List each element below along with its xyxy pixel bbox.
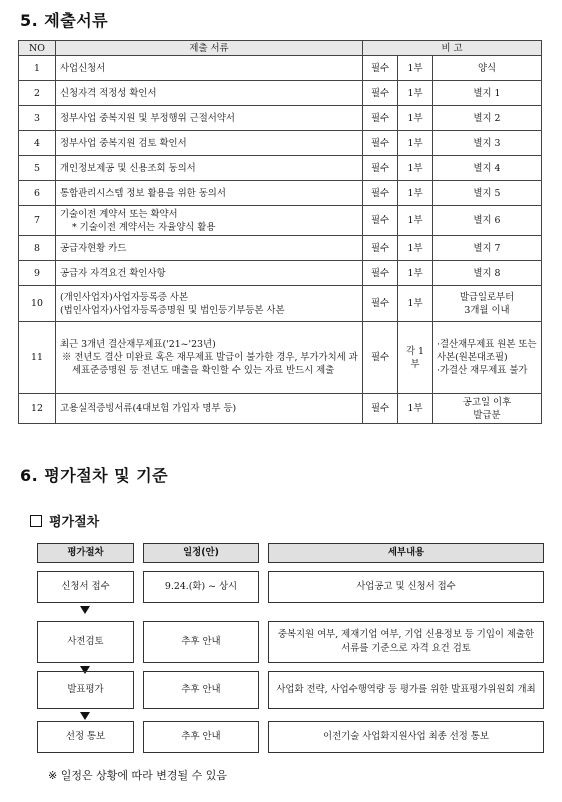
remark-line: 공고일 이후 <box>462 396 512 408</box>
flow-detail: 사업화 전략, 사업수행역량 등 평가를 위한 발표평가위원회 개최 <box>268 671 544 709</box>
copy-count <box>398 56 433 81</box>
remark-line: ·가결산 재무제표 불가 <box>437 365 528 376</box>
remark-line: 발급분 <box>473 409 501 421</box>
table-row <box>19 286 542 322</box>
copy-count <box>398 81 433 106</box>
section-5-title: 5. 제출서류 <box>20 11 109 30</box>
copy-count <box>398 394 433 424</box>
document-name-line: 정부사업 중복지원 검토 확인서 <box>60 137 187 149</box>
remark-line: ·결산재무제표 원본 또는 사본(원본대조필) <box>437 339 537 363</box>
required-flag-line: 필수 <box>370 267 390 279</box>
copy-count-line: 1부 <box>407 298 423 309</box>
document-name-line: 기술이전 계약서 또는 확약서 <box>60 208 178 220</box>
remark-line: 별지 5 <box>473 187 501 199</box>
copy-count-line: 1부 <box>407 267 423 279</box>
subtitle-text: 평가절차 <box>49 515 100 530</box>
remark <box>433 56 542 81</box>
document-name-line: 사업신청서 <box>60 62 106 74</box>
row-number-line: 4 <box>34 137 40 149</box>
row-number <box>19 131 56 156</box>
copy-count-line: 1부 <box>407 162 423 174</box>
remark-line: 양식 <box>477 62 497 74</box>
row-number <box>19 261 56 286</box>
required-flag-line: 필수 <box>370 137 390 149</box>
flow-schedule: 추후 안내 <box>143 621 259 663</box>
flow-step: 사전검토 <box>37 621 134 663</box>
row-number <box>19 322 56 394</box>
document-name <box>56 106 363 131</box>
remark-line: 별지 1 <box>473 87 501 99</box>
remark <box>433 236 542 261</box>
header-remarks: 비 고 <box>363 41 542 56</box>
document-name-line: 공급자 자격요건 확인사항 <box>60 267 166 279</box>
remark <box>433 156 542 181</box>
copy-count <box>398 261 433 286</box>
row-number-line: 1 <box>34 62 40 74</box>
remark <box>433 206 542 236</box>
flow-step: 선정 통보 <box>37 721 134 753</box>
copy-count-line: 각 1부 <box>405 345 424 370</box>
copy-count <box>398 106 433 131</box>
row-number <box>19 156 56 181</box>
required-flag-line: 필수 <box>370 62 390 74</box>
remark <box>433 322 542 394</box>
remark-line: 별지 2 <box>473 112 501 124</box>
row-number-line: 11 <box>31 352 43 363</box>
required-flag-line: 필수 <box>370 162 390 174</box>
row-number-line: 9 <box>34 267 40 279</box>
copy-count-line: 1부 <box>407 242 423 254</box>
required-flag <box>363 322 398 394</box>
document-name <box>56 286 363 322</box>
down-arrow-icon <box>80 712 90 720</box>
required-flag <box>363 81 398 106</box>
table-row <box>19 181 542 206</box>
remark <box>433 81 542 106</box>
flow-detail: 이전기술 사업화지원사업 최종 선정 통보 <box>268 721 544 753</box>
required-flag <box>363 131 398 156</box>
document-name-line: 통합관리시스템 정보 활용을 위한 동의서 <box>60 187 226 199</box>
required-flag <box>363 156 398 181</box>
document-name-line: 최근 3개년 결산재무제표('21~'23년) <box>60 339 216 350</box>
document-name <box>56 206 363 236</box>
required-flag <box>363 394 398 424</box>
copy-count-line: 1부 <box>407 187 423 199</box>
remark <box>433 131 542 156</box>
remark <box>433 261 542 286</box>
flow-header-schedule: 일정(안) <box>143 543 259 563</box>
document-name <box>56 181 363 206</box>
document-name <box>56 261 363 286</box>
copy-count-line: 1부 <box>407 62 423 74</box>
flow-header-step: 평가절차 <box>37 543 134 563</box>
down-arrow-icon <box>80 606 90 614</box>
required-flag <box>363 286 398 322</box>
row-number-line: 7 <box>34 215 40 226</box>
copy-count-line: 1부 <box>407 403 423 414</box>
submission-documents-table <box>18 40 542 424</box>
remark-line: 발급일로부터 <box>459 291 515 303</box>
table-row <box>19 206 542 236</box>
flow-step: 발표평가 <box>37 671 134 709</box>
header-no: NO <box>19 41 56 56</box>
document-name <box>56 56 363 81</box>
document-name <box>56 322 363 394</box>
remark-line: 3개월 이내 <box>464 304 510 316</box>
copy-count <box>398 181 433 206</box>
remark <box>433 394 542 424</box>
section-6-title: 6. 평가절차 및 기준 <box>20 466 169 485</box>
required-flag <box>363 236 398 261</box>
document-name <box>56 394 363 424</box>
document-name-line: ※ 전년도 결산 미완료 혹은 재무제표 발급이 불가한 경우, 부가가치세 과세표준증명원 등 전년도 매출을 확인할 수 있는 자료 반드시 제출 <box>62 352 358 376</box>
required-flag <box>363 261 398 286</box>
flow-schedule: 추후 안내 <box>143 671 259 709</box>
table-row <box>19 156 542 181</box>
schedule-footnote: ※ 일정은 상황에 따라 변경될 수 있음 <box>48 769 227 782</box>
remark <box>433 181 542 206</box>
row-number <box>19 236 56 261</box>
copy-count <box>398 322 433 394</box>
copy-count <box>398 236 433 261</box>
header-documents: 제출 서류 <box>56 41 363 56</box>
document-name <box>56 156 363 181</box>
flow-schedule: 추후 안내 <box>143 721 259 753</box>
required-flag <box>363 56 398 81</box>
required-flag-line: 필수 <box>370 112 390 124</box>
remark-line: 별지 4 <box>473 162 501 174</box>
evaluation-procedure-subtitle <box>30 511 99 530</box>
copy-count-line: 1부 <box>407 87 423 99</box>
copy-count <box>398 286 433 322</box>
document-name-line: 신청자격 적정성 확인서 <box>60 87 157 99</box>
document-name-line: (법인사업자)사업자등록증명원 및 법인등기부등본 사본 <box>60 304 285 316</box>
row-number <box>19 56 56 81</box>
table-row <box>19 394 542 424</box>
row-number-line: 2 <box>34 87 40 99</box>
flow-schedule: 9.24.(화) ~ 상시 <box>143 571 259 603</box>
table-row <box>19 322 542 394</box>
remark-line: 별지 6 <box>473 215 501 226</box>
row-number <box>19 286 56 322</box>
document-name-line: 정부사업 중복지원 및 부정행위 근절서약서 <box>60 112 235 124</box>
flow-step: 신청서 접수 <box>37 571 134 603</box>
remark <box>433 106 542 131</box>
copy-count-line: 1부 <box>407 112 423 124</box>
copy-count-line: 1부 <box>407 215 423 226</box>
row-number-line: 8 <box>34 242 40 254</box>
required-flag-line: 필수 <box>370 298 390 309</box>
row-number-line: 5 <box>34 162 40 174</box>
flow-detail: 중복지원 여부, 제재기업 여부, 기업 신용정보 등 기입이 제출한 서류를 기준으로 자격 요건 검토 <box>268 621 544 663</box>
row-number-line: 3 <box>34 112 40 124</box>
remark-line: 별지 8 <box>473 267 501 279</box>
row-number-line: 6 <box>34 187 40 199</box>
copy-count <box>398 206 433 236</box>
required-flag-line: 필수 <box>370 403 390 414</box>
copy-count-line: 1부 <box>407 137 423 149</box>
table-row <box>19 106 542 131</box>
table-row <box>19 236 542 261</box>
row-number <box>19 206 56 236</box>
copy-count <box>398 156 433 181</box>
table-row <box>19 56 542 81</box>
copy-count <box>398 131 433 156</box>
flow-header-detail: 세부내용 <box>268 543 544 563</box>
row-number <box>19 106 56 131</box>
table-header-row <box>19 41 542 56</box>
remark-line: 별지 3 <box>473 137 501 149</box>
square-bullet-icon <box>30 515 42 527</box>
flow-detail: 사업공고 및 신청서 접수 <box>268 571 544 603</box>
required-flag <box>363 206 398 236</box>
required-flag-line: 필수 <box>370 215 390 226</box>
required-flag <box>363 106 398 131</box>
table-row <box>19 131 542 156</box>
required-flag-line: 필수 <box>370 242 390 254</box>
remark-line: 별지 7 <box>473 242 501 254</box>
required-flag-line: 필수 <box>370 187 390 199</box>
row-number-line: 10 <box>31 298 43 309</box>
document-name <box>56 236 363 261</box>
required-flag-line: 필수 <box>370 352 390 363</box>
document-name-line: 개인정보제공 및 신용조회 동의서 <box>60 162 196 174</box>
row-number <box>19 181 56 206</box>
remark <box>433 286 542 322</box>
row-number-line: 12 <box>31 403 43 414</box>
document-name-line: 고용실적증빙서류(4대보험 가입자 명부 등) <box>60 403 237 414</box>
required-flag-line: 필수 <box>370 87 390 99</box>
document-name <box>56 81 363 106</box>
document-name <box>56 131 363 156</box>
row-number <box>19 81 56 106</box>
table-row <box>19 81 542 106</box>
table-row <box>19 261 542 286</box>
required-flag <box>363 181 398 206</box>
document-name-line: (개인사업자)사업자등록증 사본 <box>60 291 189 303</box>
row-number <box>19 394 56 424</box>
document-name-line: 공급자현황 카드 <box>60 242 127 254</box>
document-name-line: * 기술이전 계약서는 자율양식 활용 <box>72 221 216 233</box>
